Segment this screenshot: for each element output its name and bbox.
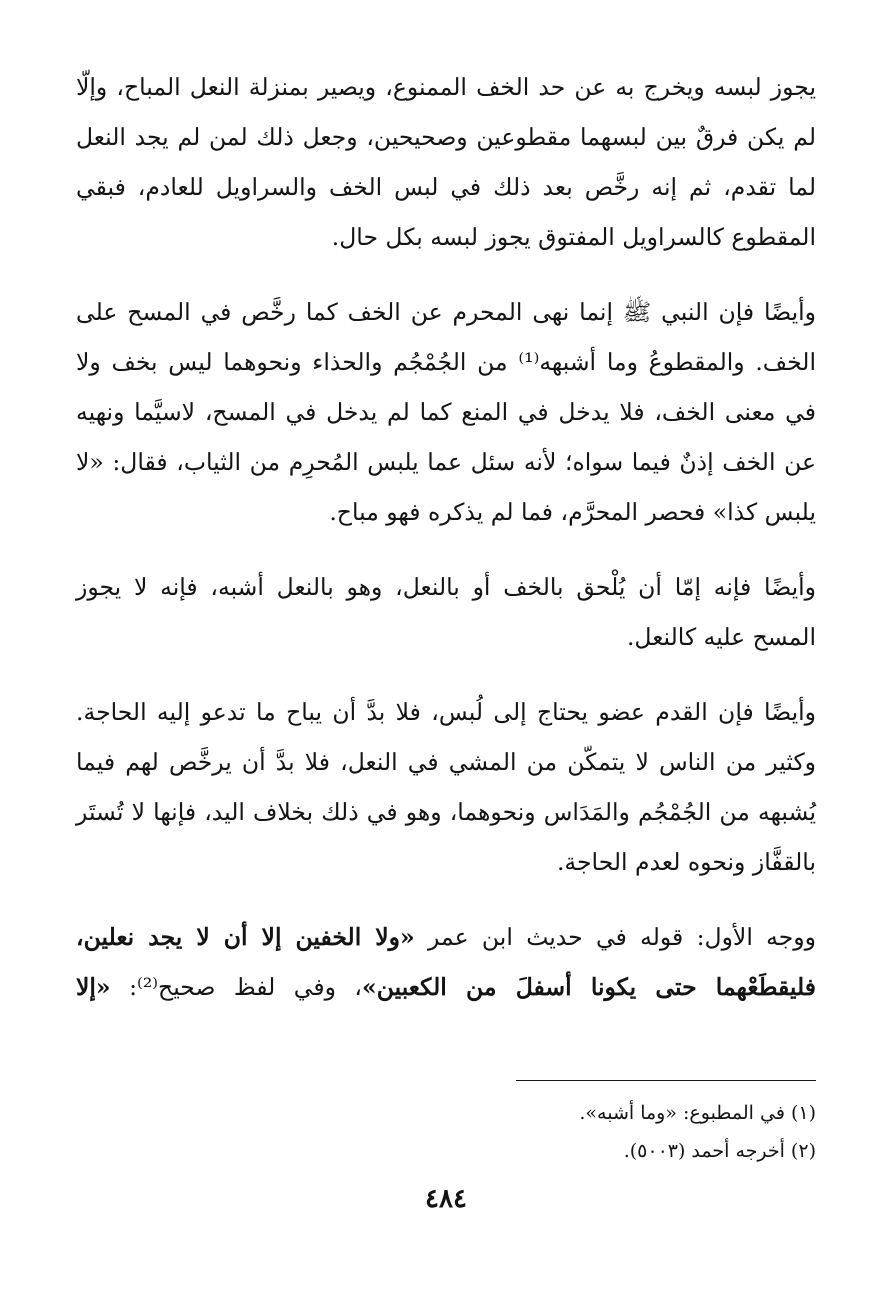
footnotes — [76, 1094, 816, 1170]
body-text — [76, 62, 816, 1012]
hadith-quote: «ولا الخفين إلا أن لا يجد نعلين، فليقطَعْهما حتى يكونا أسفلَ من الكعبين» — [76, 923, 816, 1001]
paragraph-5-intro: ووجه الأول: قوله في حديث ابن عمر — [414, 923, 816, 951]
book-page — [76, 62, 816, 1290]
footnote-2: (٢) أخرجه أحمد (٥٠٠٣). — [623, 1140, 816, 1162]
paragraph-4: وأيضًا فإن القدم عضو يحتاج إلى لُبس، فلا بدَّ أن يباح ما تدعو إليه الحاجة. وكثير من الناس لا يتمكّن من المشي في النعل، فلا بدَّ أن يرخَّص لهم فيما يُشبهه من الجُمْجُم والمَدَاس ونحوهما، وهو في ذلك بخلاف اليد، فإنها لا تُستَر بالقفَّاز ونحوه لعدم الحاجة. — [76, 698, 816, 876]
paragraph-2: وأيضًا فإن النبي ﷺ إنما نهى المحرم عن الخف كما رخَّص في المسح على الخف. والمقطوعُ وما أشبهه⁽¹⁾ من الجُمْجُم والحذاء ونحوهما ليس بخف ولا في معنى الخف، فلا يدخل في المنع كما لم يدخل في المسح، لاسيَّما ونهيه عن الخف إذنٌ فيما سواه؛ لأنه سئل عما يلبس المُحرِم من الثياب، فقال: «لا يلبس كذا» فحصر المحرَّم، فما لم يذكره فهو مباح. — [76, 298, 816, 526]
paragraph-3: وأيضًا فإنه إمّا أن يُلْحق بالخف أو بالنعل، وهو بالنعل أشبه، فإنه لا يجوز المسح عليه كالنعل. — [76, 573, 816, 651]
footnote-1: (١) في المطبوع: «وما أشبه». — [579, 1102, 816, 1124]
footnote-divider — [516, 1080, 816, 1081]
paragraph-5 — [76, 912, 816, 1012]
paragraph-1: يجوز لبسه ويخرج به عن حد الخف الممنوع، ويصير بمنزلة النعل المباح، وإلّا لم يكن فرقٌ بين لبسهما مقطوعين وصحيحين، وجعل ذلك لمن لم يجد النعل لما تقدم، ثم إنه رخَّص بعد ذلك في لبس الخف والسراويل للعادم، فبقي المقطوع كالسراويل المفتوق يجوز لبسه بكل حال. — [76, 73, 816, 251]
page-number: ٤٨٤ — [425, 1184, 467, 1214]
paragraph-5-middle: ، وفي لفظ صحيح⁽²⁾: — [110, 973, 363, 1001]
hadith-quote-continued: «إلا — [76, 973, 111, 1001]
